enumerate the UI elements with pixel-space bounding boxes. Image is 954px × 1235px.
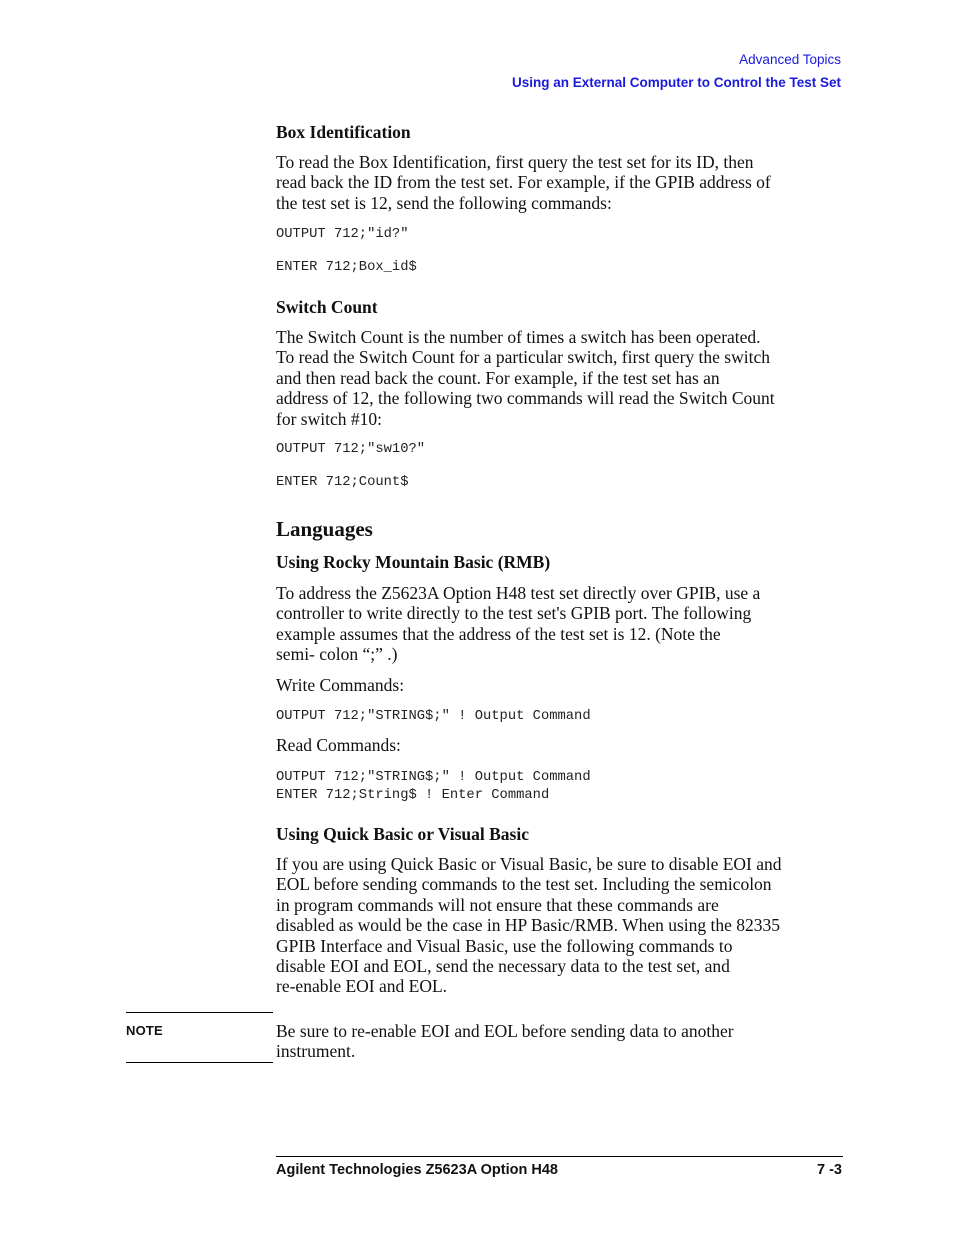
code-line: ENTER 712;Count$	[276, 475, 409, 490]
note-label: NOTE	[126, 1023, 163, 1038]
paragraph-line: address of 12, the following two commands will read the Switch Count	[276, 388, 775, 409]
switch-count-heading: Switch Count	[276, 297, 378, 317]
code-line: ENTER 712;String$ ! Enter Command	[276, 788, 550, 803]
paragraph-line: for switch #10:	[276, 408, 382, 429]
paragraph-line: EOL before sending commands to the test set. Including the semicolon	[276, 874, 772, 895]
note-top-rule	[126, 1012, 273, 1013]
rmb-paragraph	[276, 583, 844, 665]
code-line: OUTPUT 712;"STRING$;" ! Output Command	[276, 770, 591, 785]
paragraph-line: The Switch Count is the number of times a switch has been operated.	[276, 327, 761, 347]
footer-rule	[276, 1156, 843, 1157]
page-number: 7 -3	[817, 1162, 842, 1178]
paragraph-line: read back the ID from the test set. For example, if the GPIB address of	[276, 172, 771, 193]
paragraph-line: To address the Z5623A Option H48 test set directly over GPIB, use a	[276, 583, 761, 603]
box-identification-heading: Box Identification	[276, 122, 411, 142]
paragraph-line: To read the Box Identification, first query the test set for its ID, then	[276, 152, 754, 172]
quick-basic-paragraph	[276, 854, 844, 997]
paragraph-line: semi- colon “;” .)	[276, 644, 398, 665]
code-block	[276, 769, 844, 805]
note-text	[276, 1021, 844, 1062]
paragraph-line: re-enable EOI and EOL.	[276, 976, 448, 997]
note-bottom-rule	[126, 1062, 273, 1063]
code-line: OUTPUT 712;"id?"	[276, 227, 409, 242]
paragraph-line: in program commands will not ensure that these commands are	[276, 894, 719, 915]
paragraph-line: GPIB Interface and Visual Basic, use the following commands to	[276, 935, 733, 956]
paragraph-line: If you are using Quick Basic or Visual Basic, be sure to disable EOI and	[276, 854, 782, 874]
switch-count-paragraph	[276, 327, 844, 429]
write-commands-label: Write Commands:	[276, 675, 405, 695]
rmb-heading: Using Rocky Mountain Basic (RMB)	[276, 552, 551, 572]
paragraph-line: controller to write directly to the test set's GPIB port. The following	[276, 603, 752, 624]
box-identification-paragraph	[276, 152, 844, 213]
code-line: OUTPUT 712;"STRING$;" ! Output Command	[276, 709, 591, 724]
paragraph-line: and then read back the count. For example, if the test set has an	[276, 367, 720, 388]
languages-heading: Languages	[276, 517, 373, 541]
read-commands-label: Read Commands:	[276, 735, 401, 755]
paragraph-line: instrument.	[276, 1041, 356, 1062]
code-line: ENTER 712;Box_id$	[276, 260, 417, 275]
paragraph-line: the test set is 12, send the following commands:	[276, 192, 612, 213]
quick-basic-heading: Using Quick Basic or Visual Basic	[276, 824, 529, 844]
paragraph-line: To read the Switch Count for a particular switch, first query the switch	[276, 347, 770, 368]
paragraph-line: Be sure to re-enable EOI and EOL before sending data to another	[276, 1021, 734, 1041]
running-header-section: Advanced Topics	[739, 52, 841, 67]
footer-title: Agilent Technologies Z5623A Option H48	[276, 1162, 558, 1178]
running-header-chapter: Using an External Computer to Control the Test Set	[511, 75, 841, 90]
code-line: OUTPUT 712;"sw10?"	[276, 442, 426, 457]
paragraph-line: disable EOI and EOL, send the necessary data to the test set, and	[276, 956, 730, 977]
paragraph-line: disabled as would be the case in HP Basic/RMB. When using the 82335	[276, 915, 781, 936]
paragraph-line: example assumes that the address of the test set is 12. (Note the	[276, 623, 721, 644]
